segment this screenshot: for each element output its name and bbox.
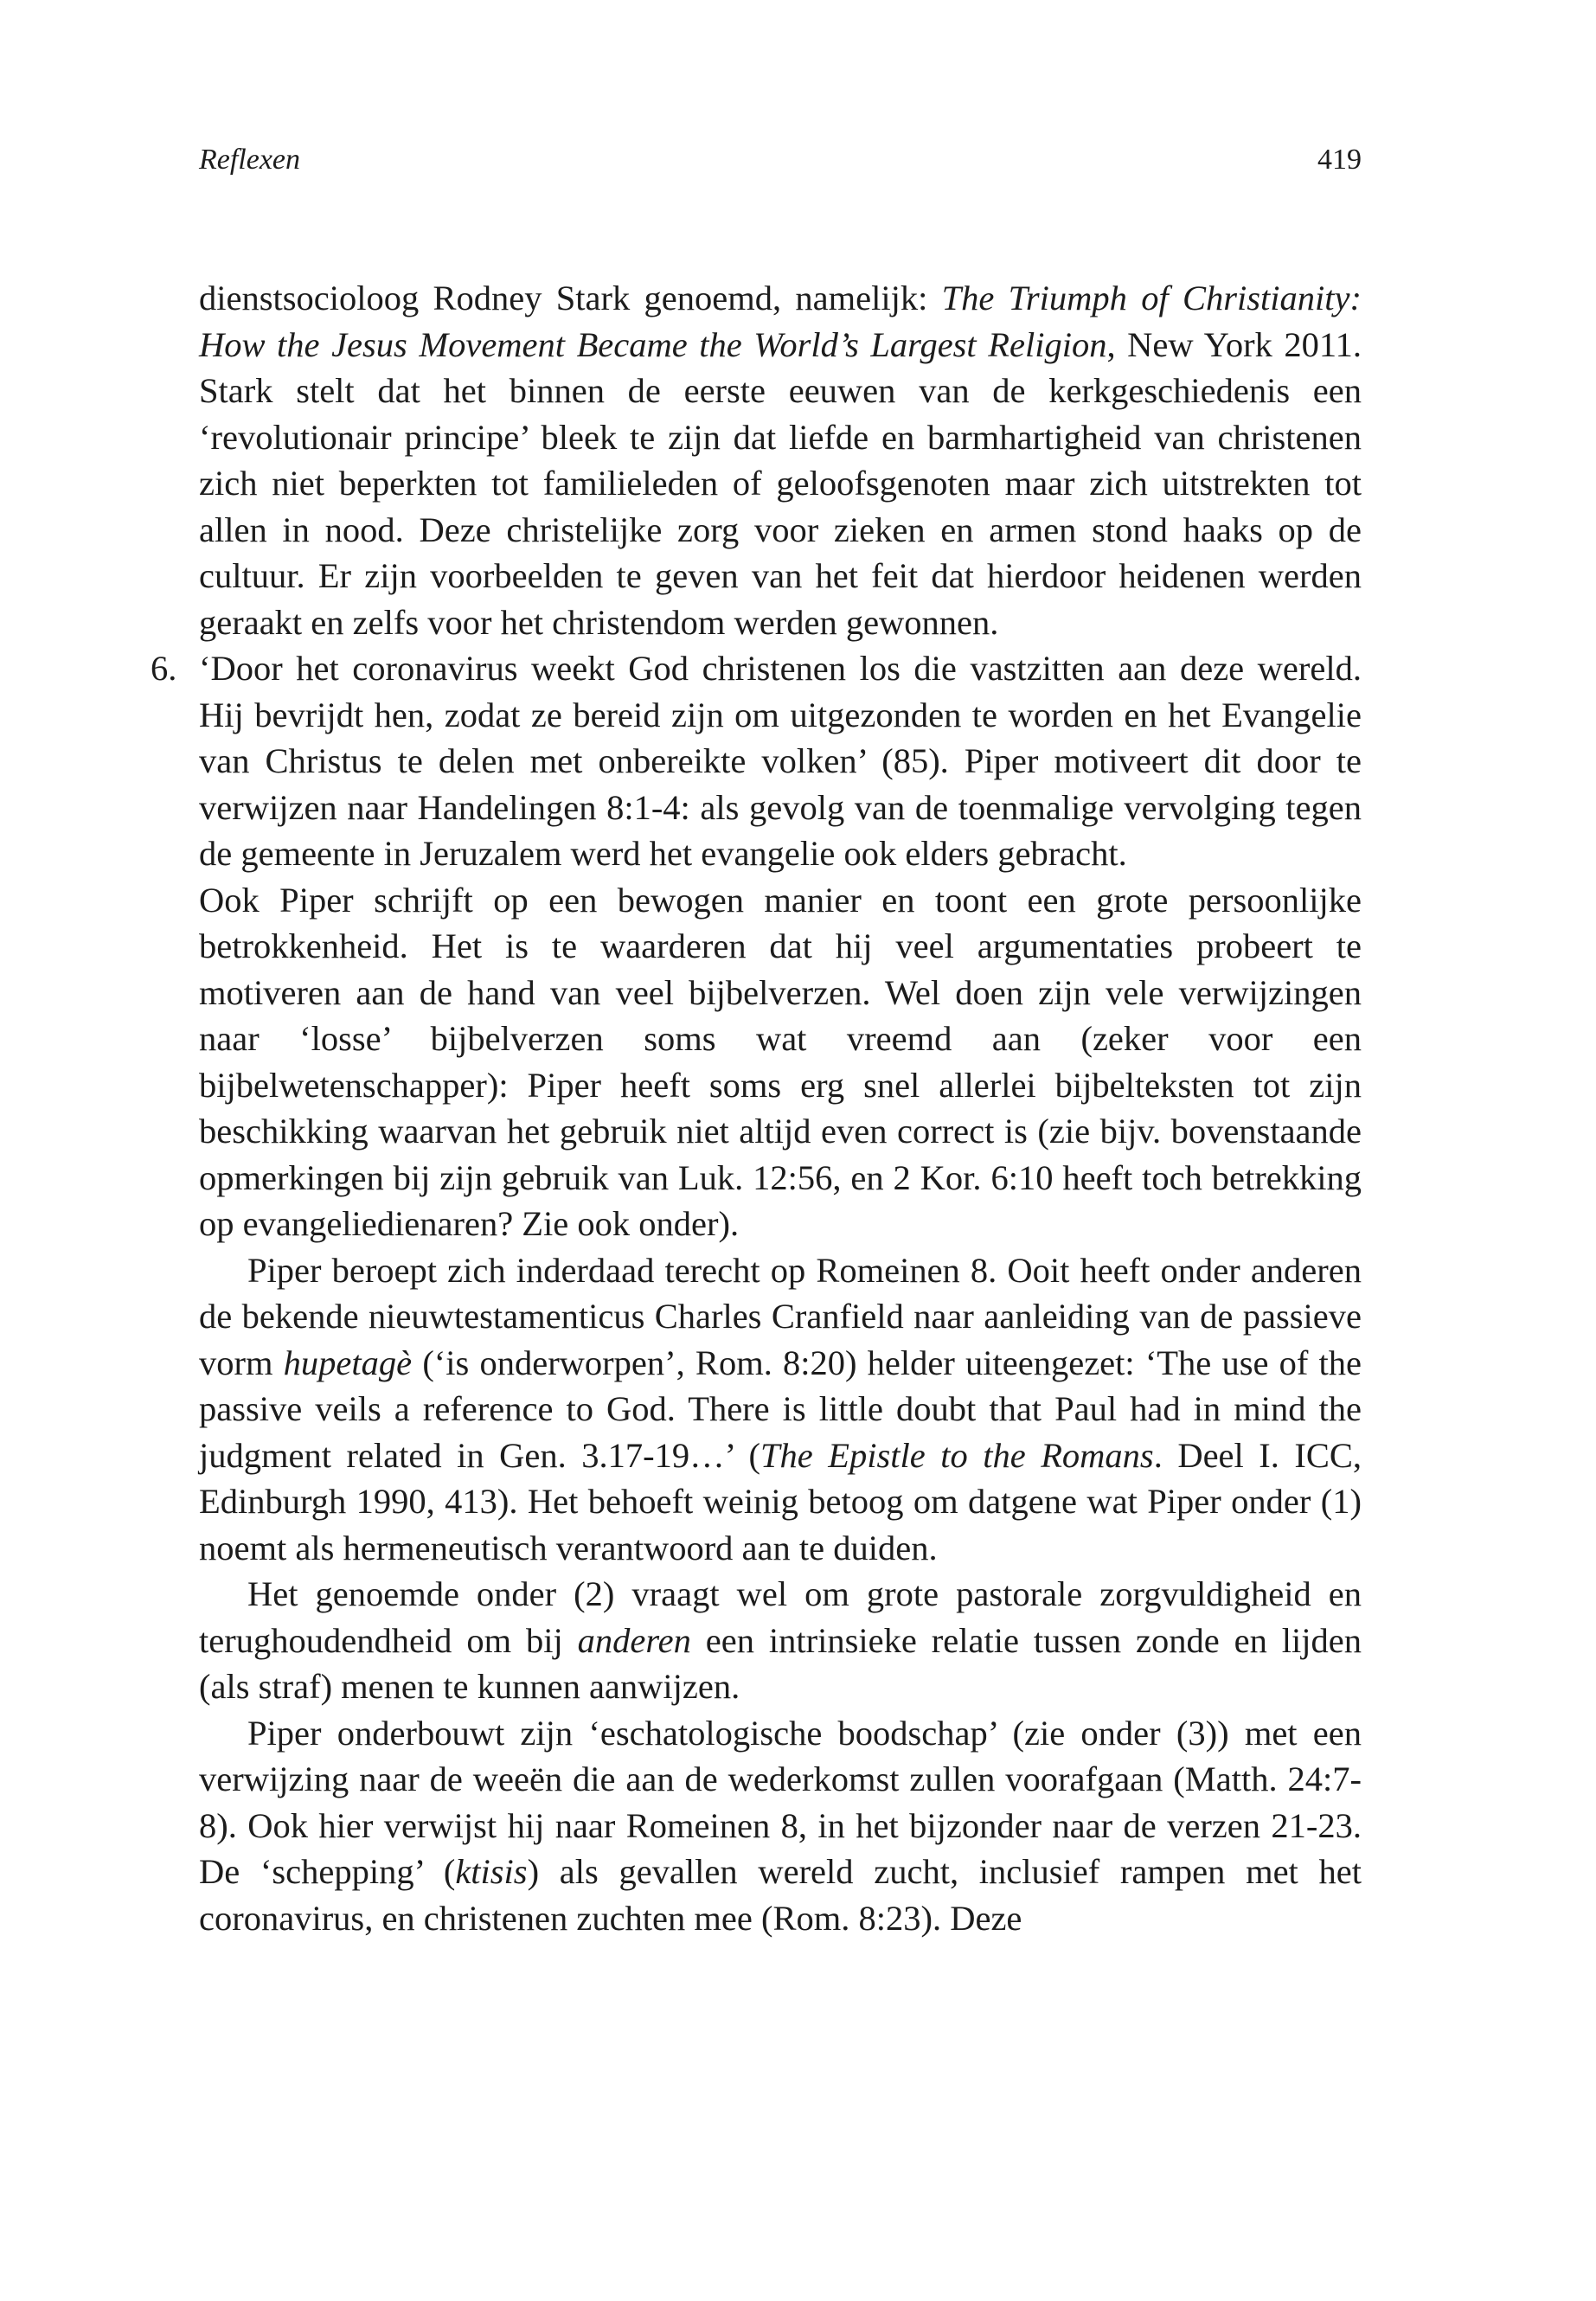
page-number: 419 [1317,144,1362,176]
emphasis-anderen: anderen [577,1620,691,1660]
paragraph-4-text-a: Piper onderbouwt zijn ‘eschatologische boodschap’ (zie onder (3)) met een verwijzing naar de weeën die aan de wederkomst zullen voorafgaan (Matth. 24:7-8). Ook hier verwijst hij naar Romeinen 8, in het bijzonder naar de verzen 21-23. De ‘schepping’ ( [199,1713,1362,1891]
book-title-epistle: The Epistle to the Romans [760,1435,1154,1475]
paragraph-2-text-b: (‘is onderworpen’, Rom. 8:20) helder uiteengezet: ‘The use of the passive veils a reference to God. There is little doubt that Paul had in mind the judgment related in Gen. 3.17-19…’ ( [199,1343,1362,1475]
running-title: Reflexen [199,144,301,176]
book-title-triumph: The Triumph of Christianity: How the Jesus Movement Became the World’s Largest Religion [199,279,1362,364]
page-content [151,275,1362,1941]
body-paragraph-4 [199,1710,1362,1942]
note-5-text-a: dienstsocioloog Rodney Stark genoemd, namelijk: [199,279,942,317]
paragraph-4-text-b: ) als gevallen wereld zucht, inclusief rampen met het coronavirus, en christenen zuchten mee (Rom. 8:23). Deze [199,1852,1362,1938]
note-6-text: ‘Door het coronavirus weekt God christenen los die vastzitten aan deze wereld. Hij bevrijdt hen, zodat ze bereid zijn om uitgezonden te worden en het Evangelie van Christus te delen met onbereikte volken’ (85). Piper motiveert dit door te verwijzen naar Handelingen 8:1-4: als gevolg van de toenmalige vervolging tegen de gemeente in Jeruzalem werd het evangelie ook elders gebracht. [199,649,1362,873]
body-paragraph-2 [199,1247,1362,1572]
paragraph-2-text-a: Piper beroept zich inderdaad terecht op Romeinen 8. Ooit heeft onder anderen de bekende nieuwtestamenticus Charles Cranfield naar aanleiding van de passieve vorm [199,1250,1362,1382]
note-5-text-b: , New York 2011. Stark stelt dat het binnen de eerste eeuwen van de kerkgeschiedenis een ‘revolutionair principe’ bleek te zijn dat liefde en barmhartigheid van christenen zich niet beperkten tot familieleden of geloofsgenoten maar zich uitstrekten tot allen in nood. Deze christelijke zorg voor zieken en armen stond haaks op de cultuur. Er zijn voorbeelden te geven van het feit dat hierdoor heidenen werden geraakt en zelfs voor het christendom werden gewonnen. [199,324,1362,642]
body-paragraph-1: Ook Piper schrijft op een bewogen manier en toont een grote persoonlijke betrokkenheid. Het is te waarderen dat hij veel argumentaties probeert te motiveren aan de hand van veel bijbelverzen. Wel doen zijn vele verwijzingen naar ‘losse’ bijbelverzen soms wat vreemd aan (zeker voor een bijbelwetenschapper): Piper heeft soms erg snel allerlei bijbelteksten tot zijn beschikking waarvan het gebruik niet altijd even correct is (zie bijv. bovenstaande opmerkingen bij zijn gebruik van Luk. 12:56, en 2 Kor. 6:10 heeft toch betrekking op evangeliedienaren? Zie ook onder). [199,880,1362,1243]
note-6 [151,645,1362,877]
body-paragraph-3 [199,1571,1362,1710]
paragraph-3-text-a: Het genoemde onder (2) vraagt wel om grote pastorale zorgvuldigheid en terughoudendheid om bij [199,1574,1362,1660]
note-5-continuation [199,275,1362,645]
note-6-number: 6. [151,649,177,688]
greek-term-ktisis: ktisis [455,1852,528,1891]
running-head [199,138,1362,182]
greek-term-hupetage: hupetagè [283,1343,413,1382]
paragraph-3-text-b: een intrinsieke relatie tussen zonde en lijden (als straf) menen te kunnen aanwijzen. [199,1620,1362,1706]
paragraph-2-text-c: . Deel I. ICC, Edinburgh 1990, 413). Het behoeft weinig betoog om datgene wat Piper onder (1) noemt als hermeneutisch verantwoord aan te duiden. [199,1435,1362,1567]
